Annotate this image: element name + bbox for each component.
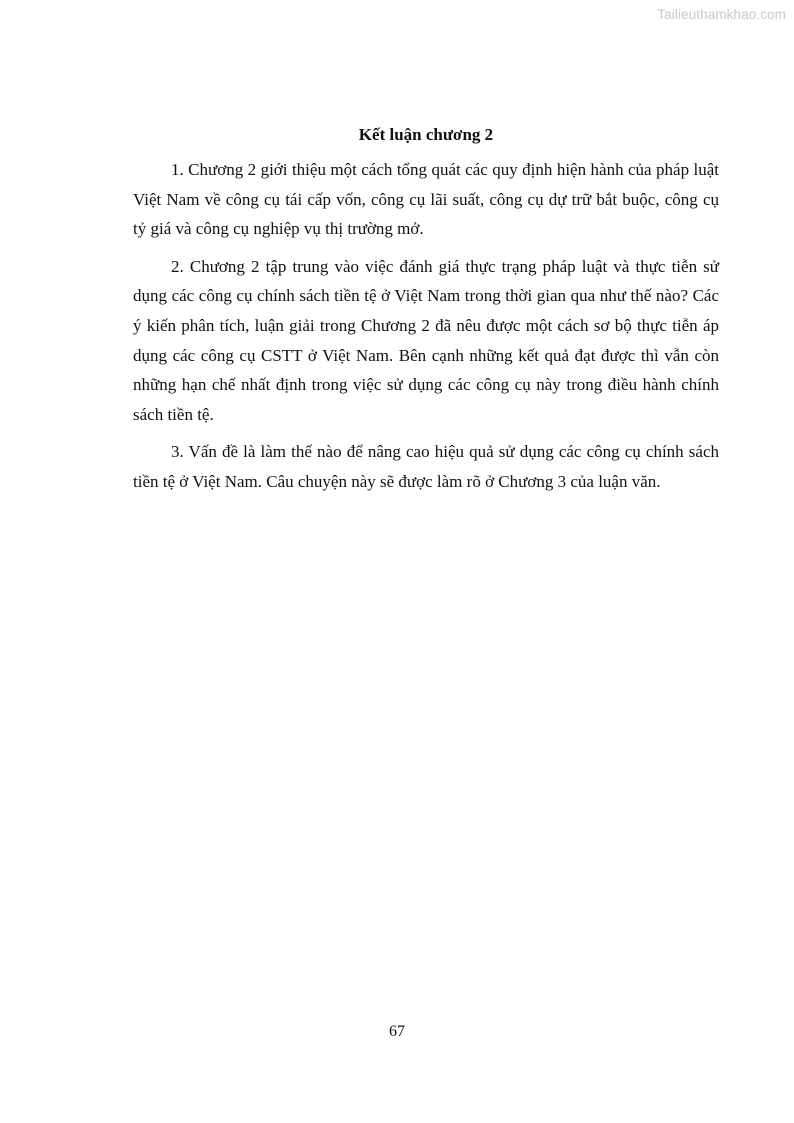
document-body xyxy=(133,124,719,505)
section-heading: Kết luận chương 2 xyxy=(358,125,494,144)
page-number: 67 xyxy=(389,1023,405,1040)
paragraph-1: 1. Chương 2 giới thiệu một cách tổng quát các quy định hiện hành của pháp luật Việt Nam về công cụ tái cấp vốn, công cụ lãi suất, công cụ dự trữ bắt buộc, công cụ tỷ giá và công cụ nghiệp vụ thị trường mở. xyxy=(133,160,719,239)
paragraph-2: 2. Chương 2 tập trung vào việc đánh giá thực trạng pháp luật và thực tiễn sử dụng các công cụ chính sách tiền tệ ở Việt Nam trong thời gian qua như thế nào? Các ý kiến phân tích, luận giải trong Chương 2 đã nêu được một cách sơ bộ thực tiễn áp dụng các công cụ CSTT ở Việt Nam. Bên cạnh những kết quả đạt được thì vẫn còn những hạn chế nhất định trong việc sử dụng các công cụ này trong điều hành chính sách tiền tệ. xyxy=(133,256,719,424)
paragraph-3: 3. Vấn đề là làm thế nào để nâng cao hiệu quả sử dụng các công cụ chính sách tiền tệ ở Việt Nam. Câu chuyện này sẽ được làm rõ ở Chương 3 của luận văn. xyxy=(133,442,719,491)
watermark: Tailieuthamkhao.com xyxy=(657,7,786,22)
